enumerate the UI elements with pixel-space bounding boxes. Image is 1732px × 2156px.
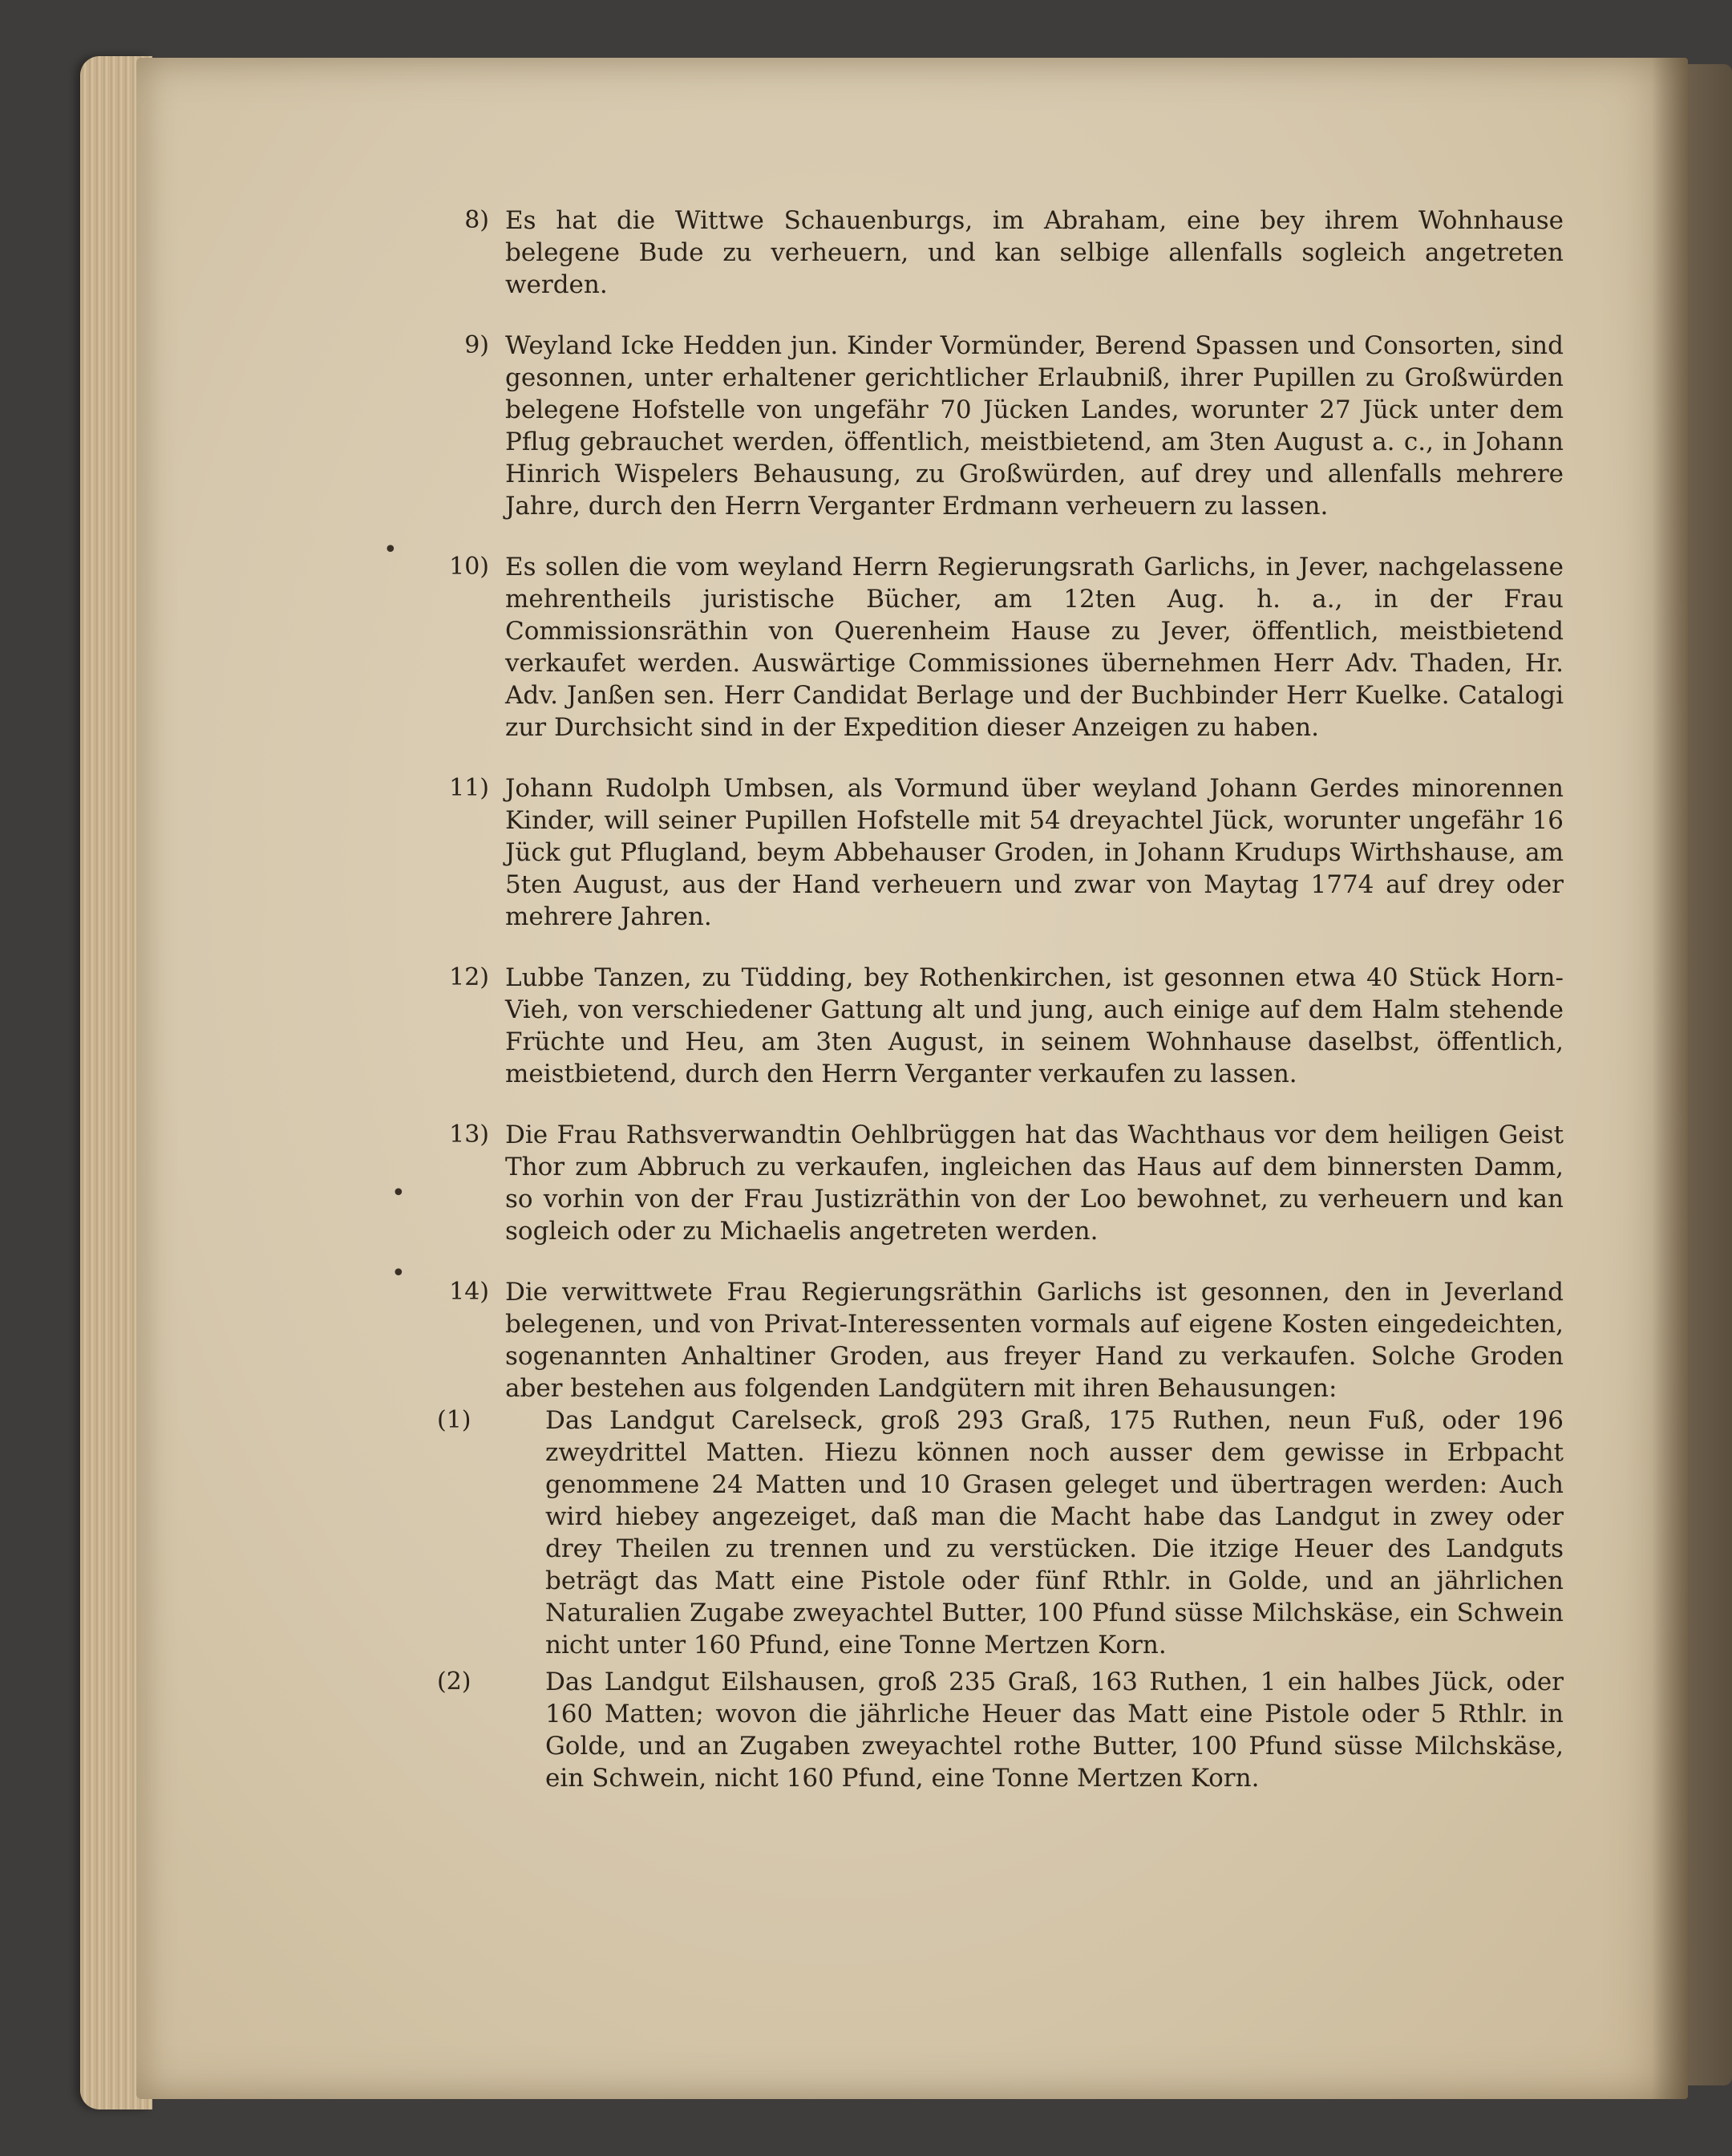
- entry-text: Die Frau Rathsverwandtin Oehlbrüggen hat das Wachthaus vor dem heiligen Geist Thor zum Abbruch zu verkaufen, ingleichen das Haus auf dem binnersten Damm, so vorhin von der Frau Justizräthin von der Loo bewohnet, zu verheuern und kan sogleich oder zu Michaelis angetreten werden.: [505, 1121, 1564, 1246]
- entry-text: Lubbe Tanzen, zu Tüdding, bey Rothenkirchen, ist gesonnen etwa 40 Stück Horn-Vieh, von verschiedener Gattung alt und jung, auch einige auf dem Halm stehende Früchte und Heu, am 3ten August, in seinem Wohnhause daselbst, öffentlich, meistbietend, durch den Herrn Verganter verkaufen zu lassen.: [505, 963, 1564, 1088]
- notice-entry: [409, 962, 1564, 1090]
- entry-text: Es sollen die vom weyland Herrn Regierungsrath Garlichs, in Jever, nachgelassene mehrentheils juristische Bücher, am 12ten Aug. h. a., in der Frau Commissionsräthin von Querenheim Hause zu Jever, öffentlich, meistbietend verkaufet werden. Auswärtige Commissiones übernehmen Herr Adv. Thaden, Hr. Adv. Janßen sen. Herr Candidat Berlage und der Buchbinder Herr Kuelke. Catalogi zur Durchsicht sind in der Expedition dieser Anzeigen zu haben.: [505, 553, 1564, 742]
- entry-number: 12): [449, 963, 489, 991]
- page-gutter-shadow: [1652, 58, 1688, 2099]
- notice-entry: [409, 551, 1564, 744]
- entry-text: Weyland Icke Hedden jun. Kinder Vormünder, Berend Spassen und Consorten, sind gesonnen, unter erhaltener gerichtlicher Erlaubniß, ihrer Pupillen zu Großwürden belegene Hofstelle von ungefähr 70 Jücken Landes, worunter 27 Jück unter dem Pflug gebrauchet werden, öffentlich, meistbietend, am 3ten August a. c., in Johann Hinrich Wispelers Behausung, zu Großwürden, auf drey und allenfalls mehrere Jahre, durch den Herrn Verganter Erdmann verheuern zu lassen.: [505, 331, 1564, 521]
- sub-entry: [437, 1666, 1564, 1794]
- entry-text: Es hat die Wittwe Schauenburgs, im Abraham, eine bey ihrem Wohnhause belegene Bude zu verheuern, und kan selbige allenfalls sogleich angetreten werden.: [505, 206, 1564, 299]
- margin-dot: •: [391, 1259, 406, 1287]
- sub-entry-number: (2): [437, 1668, 471, 1696]
- entry-number: 9): [464, 331, 489, 359]
- notice-entry: [409, 205, 1564, 301]
- notice-entry: [409, 1276, 1564, 1794]
- entry-text: Die verwittwete Frau Regierungsräthin Garlichs ist gesonnen, den in Jeverland belegenen, und von Privat-Interessenten vormals auf eigene Kosten eingedeichten, sogenannten Anhaltiner Groden, aus freyer Hand zu verkaufen. Solche Groden aber bestehen aus folgenden Landgütern mit ihren Behausungen:: [505, 1278, 1564, 1403]
- notice-entry: [409, 330, 1564, 522]
- margin-dot: •: [391, 1179, 406, 1207]
- entry-number: 11): [449, 774, 489, 802]
- entry-number: 13): [449, 1121, 489, 1149]
- entry-number: 8): [464, 206, 489, 234]
- entry-number: 14): [449, 1278, 489, 1306]
- sub-entry-text: Das Landgut Eilshausen, groß 235 Graß, 163 Ruthen, 1 ein halbes Jück, oder 160 Matten; wovon die jährliche Heuer das Matt eine Pistole oder 5 Rthlr. in Golde, und an Zugaben zweyachtel rothe Butter, 100 Pfund süsse Milchskäse, ein Schwein, nicht 160 Pfund, eine Tonne Mertzen Korn.: [545, 1668, 1564, 1793]
- margin-dot: •: [383, 536, 398, 564]
- sub-entry-number: (1): [437, 1406, 471, 1434]
- notice-entry: [409, 772, 1564, 933]
- entry-text: Johann Rudolph Umbsen, als Vormund über weyland Johann Gerdes minorennen Kinder, will seiner Pupillen Hofstelle mit 54 dreyachtel Jück, worunter ungefähr 16 Jück gut Pflugland, beym Abbehauser Groden, in Johann Krudups Wirthshause, am 5ten August, aus der Hand verheuern und zwar von Maytag 1774 auf drey oder mehrere Jahren.: [505, 774, 1564, 931]
- entry-number: 10): [449, 553, 489, 581]
- sub-entry-text: Das Landgut Carelseck, groß 293 Graß, 175 Ruthen, neun Fuß, oder 196 zweydrittel Matten. Hiezu können noch ausser dem gewisse in Erbpacht genommene 24 Matten und 10 Grasen geleget und übertragen werden: Auch wird hiebey angezeiget, daß man die Macht habe das Landgut in zwey oder drey Theilen zu trennen und zu verstücken. Die itzige Heuer des Landguts beträgt das Matt eine Pistole oder fünf Rthlr. in Golde, und an jährlichen Naturalien Zugabe zweyachtel Butter, 100 Pfund süsse Milchskäse, ein Schwein nicht unter 160 Pfund, eine Tonne Mertzen Korn.: [545, 1406, 1564, 1660]
- sub-entry: [437, 1404, 1564, 1661]
- notice-entry: [409, 1119, 1564, 1247]
- document-text: [409, 205, 1564, 1794]
